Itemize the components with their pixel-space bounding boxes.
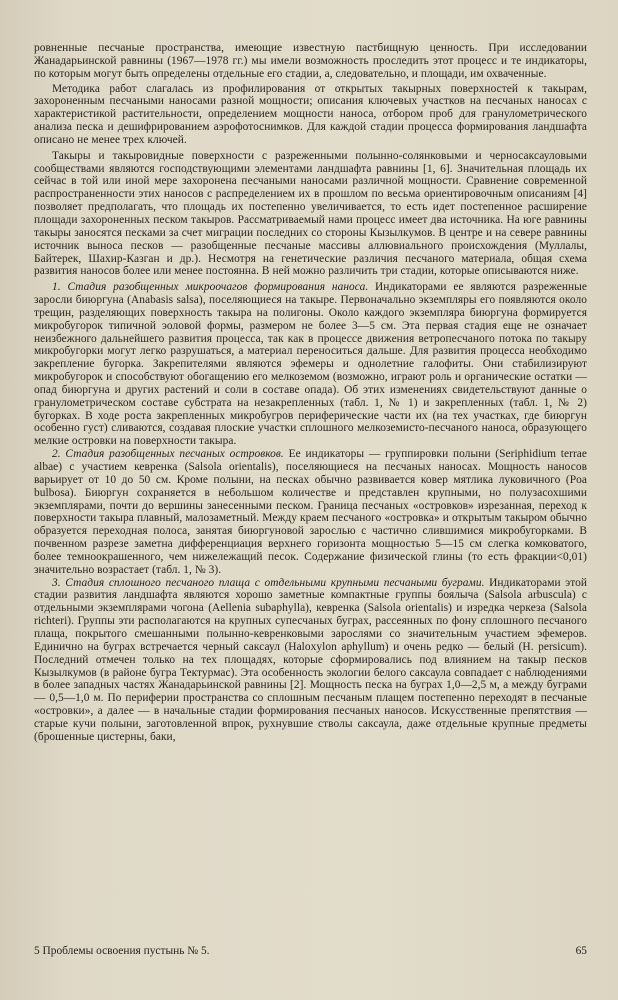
- paragraph-stage-2: [34, 448, 587, 576]
- stage-3-heading: 3. Стадия сплошного песчаного плаща с отдельными крупными песчаными буграми.: [52, 576, 485, 589]
- stage-3-text: Индикаторами этой стадии развития ландшафта являются хорошо заметные компактные группы боялыча (Salsola arbuscula) с отдельными экземплярами чогона (Aellenia subaphylla), кевренка (Salsola orientalis) и изредка черкеза (Salsola richteri). Группы эти располагаются на крупных супесчаных буграх, рассеянных по фону сплошного песчаного плаща, покрытого смешанными полынно-кевренковыми зарослями со значительным участием эфемеров. Единично на буграх встречается черный саксаул (Haloxylon aphyllum) и очень редко — белый (H. persicum). Последний отмечен только на тех площадях, которые сформировались под влиянием на такыр песков Кызылкумов (в районе бугра Тектурмас). Эта особенность экологии белого саксаула совпадает с наблюдениями в более западных частях Жанадарьинской равнины [2]. Мощность песка на буграх 1,0—2,5 м, а между буграми — 0,5—1,0 м. По периферии пространства со сплошным песчаным плащем постепенно переходят в песчаные «островки», а далее — в начальные стадии формирования песчаных наносов. Искусственные препятствия — старые кучи полыни, заготовленной впрок, рухнувшие стволы саксаула, даже отдельные крупные предметы (брошенные цистерны, баки,: [34, 576, 587, 743]
- paragraph-stage-1: [34, 281, 587, 448]
- paragraph-takyr-overview: Такыры и такыровидные поверхности с разреженными полынно-солянковыми и черносаксауловыми сообществами являются господствующими элементами ландшафта равнины [1, 6]. Значительная площадь их сейчас в той или иной мере захоронена песчаными наносами различной мощности. Сравнение современной распространенности этих наносов с распределением их в прошлом по весьма ориентировочным описаниям [4] позволяет предполагать, что площадь их постепенно увеличивается, то есть идет постепенное расширение площади захороненных песком такыров. Рассматриваемый нами процесс имеет два источника. На юге равнины такыры заносятся песками за счет миграции последних со стороны Кызылкумов. В центре и на севере равнины источник выноса песков — разобщенные песчаные массивы аллювиального происхождения (Муллалы, Байтерек, Шахир-Казган и др.). Несмотря на генетические различия песчаного материала, общая схема развития наносов более или менее постоянна. В ней можно различить три стадии, которые описываются ниже.: [34, 149, 587, 278]
- stage-2-heading: 2. Стадия разобщенных песчаных островков.: [52, 448, 284, 461]
- page-number: 65: [575, 945, 587, 957]
- stage-2-text: Ее индикаторы — группировки полыни (Seriphidium terrae albae) с участием кевренка (Salsola orientalis), поселяющиеся на песчаных наносах. Мощность наносов варьирует от 10 до 50 см. Кроме полыни, на песках обычно развивается ковер мятлика луковичного (Poa bulbosa). Биюргун сохраняется в небольшом количестве и представлен крупными, но полузасохшими экземплярами, почти до вершины занесенными песком. Граница песчаных «островков» изрезанная, переход к поверхности такыра плавный, малозаметный. Между краем песчаного «островка» и открытым такыром обычно образуется переходная полоса, занятая биюргуновой зарослью с частично слившимися микробугорками. В почвенном разрезе заметна дифференциация верхнего горизонта мощностью 5—15 см слегка комковатого, более темноокрашенного, чем нижележащий песок. Содержание физической глины (то есть фракции<0,01) значительно возрастает (табл. 1, № 3).: [34, 448, 587, 576]
- page-footer: [34, 945, 587, 957]
- stage-1-text: Индикаторами ее являются разреженные заросли биюргуна (Anabasis salsa), поселяющиеся на такыре. Первоначально экземпляры его появляются около трещин, разделяющих поверхность такыра на полигоны. Около каждого экземпляра биюргуна формируется микробугорок типичной эоловой формы, размером не более 3—5 см. Эта первая стадия еще не означает неизбежного дальнейшего развития процесса, так как в процессе движения ветропесчаного потока по такыру микробугорки могут легко разрушаться, а материал переноситься дальше. Для развития процесса необходимо закрепление бугорка. Закрепителями являются эфемеры и однолетние галофиты. Они стабилизируют микробугорок и способствуют обогащению его мелкоземом (возможно, играют роль и органические остатки — опад биюргуна и других растений и соли в составе опада). Об этих изменениях свидетельствуют данные о гранулометрическом составе субстрата на незакрепленных (табл. 1, № 1) и закрепленных (табл. 1, № 2) бугорках. В ходе роста закрепленных микробугров периферические части их (на тех участках, где биюргун особенно густ) сливаются, создавая плоские участки сплошного мелкоземисто-песчаного наноса, образующего мелкие островки на поверхности такыра.: [34, 281, 587, 448]
- page-body: [34, 42, 587, 744]
- paragraph-stage-3: [34, 577, 587, 744]
- footer-signature: 5 Проблемы освоения пустынь № 5.: [34, 945, 210, 957]
- stage-1-heading: 1. Стадия разобщенных микроочагов формирования наноса.: [52, 281, 369, 294]
- paragraph-intro-continuation: ровненные песчаные пространства, имеющие известную пастбищную ценность. При исследовании Жанадарьинской равнины (1967—1978 гг.) мы имели возможность проследить этот процесс и те индикаторы, по которым могут быть определены отдельные его стадии, а, следовательно, и площади, им охваченные.: [34, 42, 587, 80]
- paragraph-methodology: Методика работ слагалась из профилирования от открытых такырных поверхностей к такырам, захороненным песчаными наносами разной мощности; описания ключевых участков на песчаных наносах с характеристикой растительности, определением мощности наноса, отбором проб для гранулометрического анализа песка и дешифрированием аэрофотоснимков. Для каждой стадии процесса формирования ландшафта описано не менее трех ключей.: [34, 82, 587, 146]
